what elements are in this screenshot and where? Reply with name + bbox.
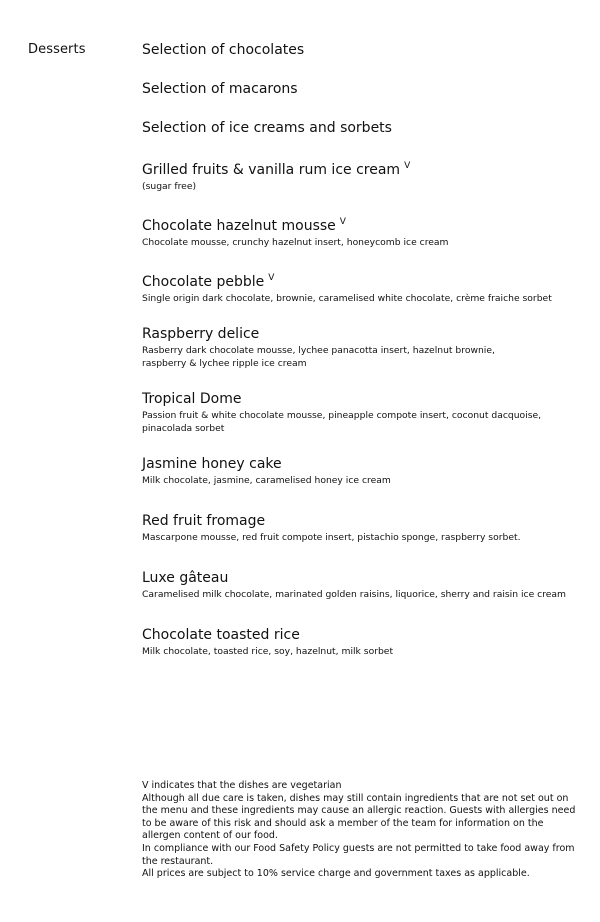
menu-item	[142, 455, 582, 487]
item-description: Passion fruit & white chocolate mousse, pineapple compote insert, coconut dacquoise, pinacolada sorbet	[142, 410, 542, 434]
allergen-note: Although all due care is taken, dishes may still contain ingredients that are not set out on the menu and these ingredients may cause an allergic reaction. Guests with allergies need to be aware of this risk and should ask a member of the team for information on the allergen content of our food.	[142, 792, 576, 842]
item-name: Tropical Dome	[142, 391, 242, 407]
menu-item	[142, 569, 582, 601]
item-description: Single origin dark chocolate, brownie, caramelised white chocolate, crème fraiche sorbet	[142, 293, 552, 304]
menu-item	[142, 157, 582, 193]
menu-item	[142, 626, 582, 658]
item-name: Luxe gâteau	[142, 570, 229, 586]
menu-item	[142, 80, 582, 98]
item-description: Rasberry dark chocolate mousse, lychee panacotta insert, hazelnut brownie, raspberry & lychee ripple ice cream	[142, 345, 495, 369]
item-description: Caramelised milk chocolate, marinated golden raisins, liquorice, sherry and raisin ice cream	[142, 589, 566, 600]
menu-item	[142, 41, 582, 59]
vegetarian-mark: V	[404, 161, 411, 171]
vegetarian-mark: V	[339, 217, 346, 227]
item-description: Milk chocolate, jasmine, caramelised honey ice cream	[142, 475, 391, 486]
menu-footer	[142, 780, 582, 881]
menu-item	[142, 325, 582, 370]
item-name: Chocolate hazelnut mousse	[142, 218, 336, 234]
menu-item	[142, 512, 582, 544]
item-name: Chocolate toasted rice	[142, 627, 300, 643]
menu-item	[142, 390, 582, 435]
item-description: Mascarpone mousse, red fruit compote insert, pistachio sponge, raspberry sorbet.	[142, 532, 521, 543]
item-description: Chocolate mousse, crunchy hazelnut insert, honeycomb ice cream	[142, 237, 449, 248]
item-name: Selection of chocolates	[142, 42, 305, 58]
item-description: Milk chocolate, toasted rice, soy, hazelnut, milk sorbet	[142, 646, 394, 657]
food-safety-note: In compliance with our Food Safety Policy guests are not permitted to take food away from the restaurant.	[142, 842, 575, 867]
item-name: Chocolate pebble	[142, 274, 265, 290]
vegetarian-mark: V	[268, 273, 275, 283]
menu-item	[142, 269, 582, 305]
menu-item	[142, 213, 582, 249]
item-name: Selection of macarons	[142, 81, 298, 97]
item-name: Grilled fruits & vanilla rum ice cream	[142, 162, 401, 178]
dessert-menu	[142, 41, 582, 658]
menu-item	[142, 119, 582, 137]
section-title: Desserts	[28, 42, 86, 57]
item-name: Jasmine honey cake	[142, 456, 282, 472]
item-name: Red fruit fromage	[142, 513, 266, 529]
item-description: (sugar free)	[142, 181, 197, 192]
item-name: Selection of ice creams and sorbets	[142, 120, 392, 136]
vegetarian-note: V indicates that the dishes are vegetarian	[142, 780, 342, 791]
pricing-note: All prices are subject to 10% service charge and government taxes as applicable.	[142, 868, 530, 880]
item-name: Raspberry delice	[142, 326, 260, 342]
